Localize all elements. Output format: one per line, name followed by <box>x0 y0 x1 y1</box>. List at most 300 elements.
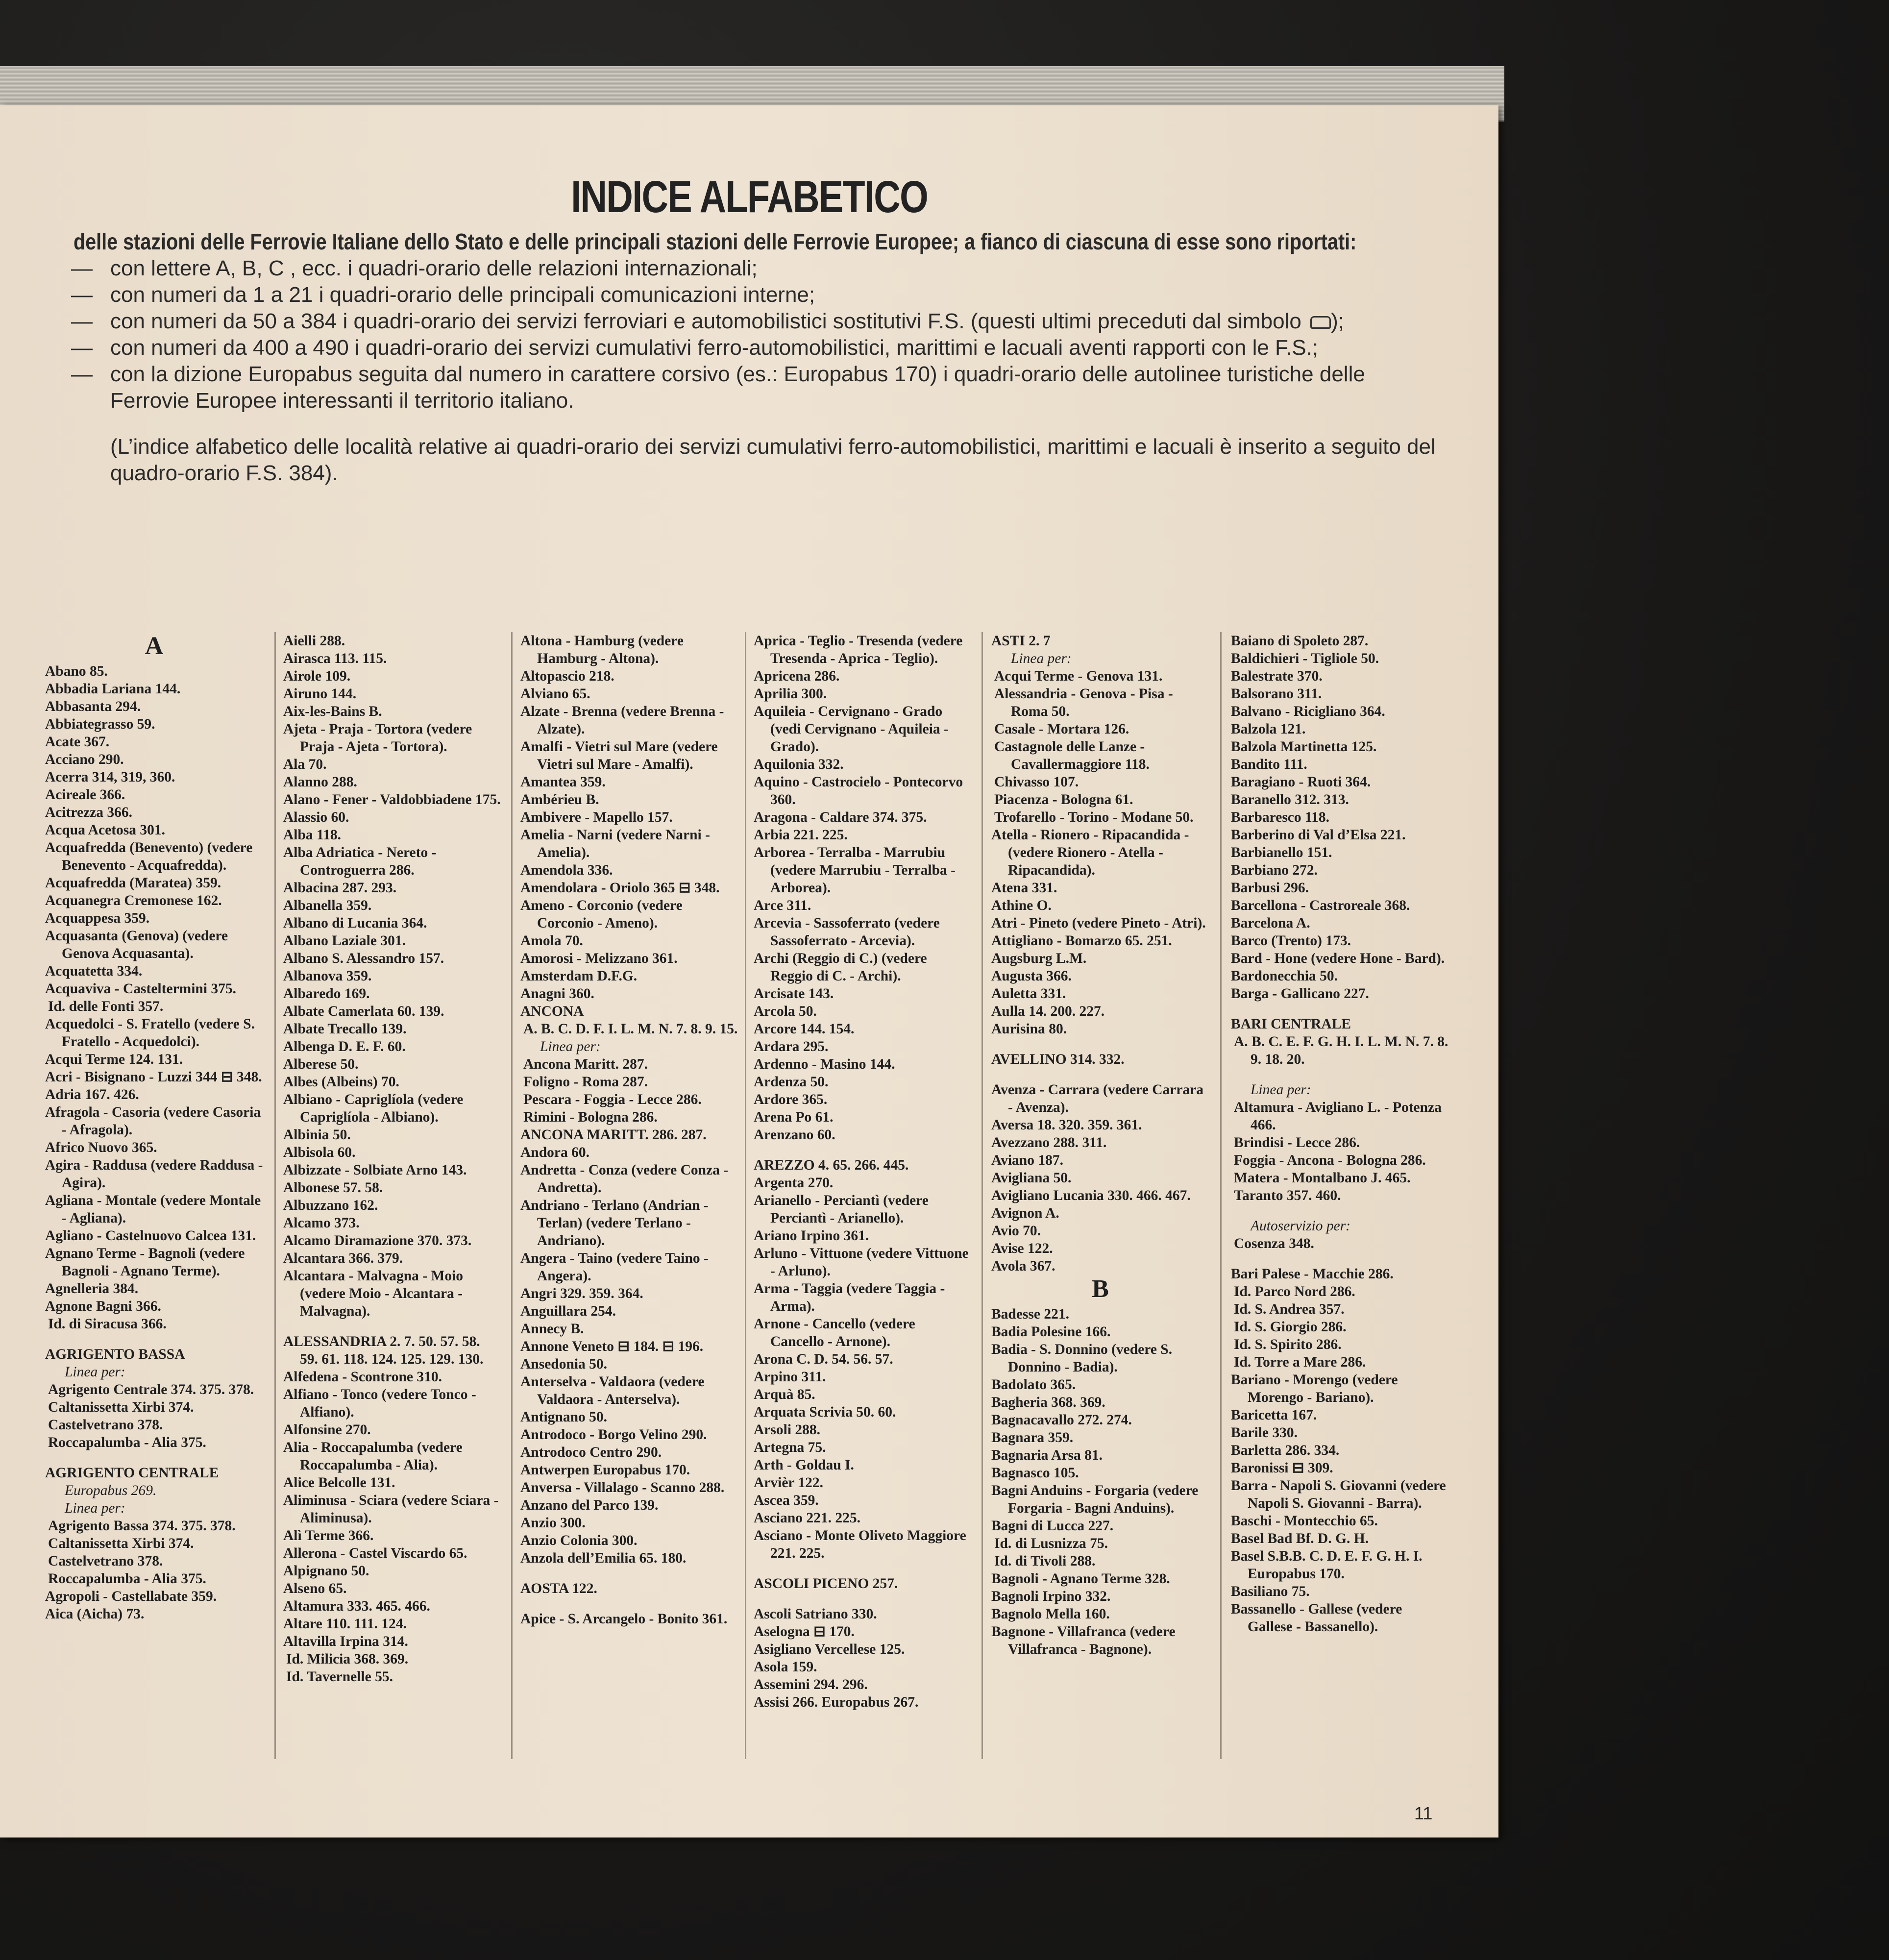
index-entry: Albisola 60. <box>283 1145 356 1160</box>
index-subentry: Id. Parco Nord 286. <box>1234 1284 1355 1299</box>
index-entry: Ajeta - Praja - Tortora (vedere Praja - Ajeta - Tortora). <box>283 721 472 755</box>
index-entry: Barbianello 151. <box>1231 845 1332 860</box>
section-letter: B <box>1092 1275 1109 1303</box>
index-entry: Auletta 331. <box>991 986 1066 1002</box>
index-entry: Aprilia 300. <box>754 686 827 702</box>
index-entry: Badolato 365. <box>991 1377 1076 1393</box>
intro-heading: delle stazioni delle Ferrovie Italiane dello Stato e delle principali stazioni delle Ferrovie Europee; a fianco di ciascuna di esse sono riportati: <box>74 229 1357 254</box>
index-entry: Anversa - Villalago - Scanno 288. <box>520 1480 725 1495</box>
index-entry: Aurisina 80. <box>991 1021 1067 1037</box>
index-entry: Altare 110. 111. 124. <box>283 1616 407 1632</box>
index-entry: Aica (Aicha) 73. <box>45 1606 145 1622</box>
index-column-5 <box>991 632 1209 1658</box>
index-subentry: Rimini - Bologna 286. <box>523 1109 658 1125</box>
index-entry: Arcevia - Sassoferrato (vedere Sassoferrato - Arcevia). <box>754 915 940 949</box>
index-entry: Arpino 311. <box>754 1369 826 1385</box>
bullet-dash: — <box>71 283 93 307</box>
index-subheading: Linea per: <box>1251 1082 1311 1098</box>
column-rule <box>745 632 746 1759</box>
index-subentry: Caltanissetta Xirbi 374. <box>48 1536 194 1551</box>
index-subentry: Casale - Mortara 126. <box>994 721 1129 737</box>
bus-icon <box>1310 316 1331 329</box>
index-entry: Barco (Trento) 173. <box>1231 933 1351 949</box>
index-subentry: Id. di Tivoli 288. <box>994 1553 1096 1569</box>
index-entry: Anagni 360. <box>520 986 594 1002</box>
index-entry: Acquasanta (Genova) (vedere Genova Acquasanta). <box>45 928 228 961</box>
index-entry: Alcamo 373. <box>283 1215 360 1231</box>
index-entry: Amsterdam D.F.G. <box>520 968 638 984</box>
index-entry: Assisi 266. Europabus 267. <box>754 1694 919 1710</box>
index-entry: Arcola 50. <box>754 1004 817 1019</box>
index-entry: Alfonsine 270. <box>283 1422 371 1438</box>
page-title: INDICE ALFABETICO <box>571 172 928 222</box>
index-entry: Augsburg L.M. <box>991 951 1087 966</box>
index-subentry: Id. Tavernelle 55. <box>286 1669 393 1685</box>
index-entry: Acri - Bisignano - Luzzi 344 ⊟ 348. <box>45 1069 262 1085</box>
index-subentry: Roccapalumba - Alia 375. <box>48 1571 206 1587</box>
index-entry: Avigliana 50. <box>991 1170 1072 1186</box>
index-subentry: Foligno - Roma 287. <box>523 1074 648 1090</box>
index-entry: Arvièr 122. <box>754 1475 823 1491</box>
index-entry: Abano 85. <box>45 663 108 679</box>
index-entry: Aix-les-Bains B. <box>283 704 382 719</box>
index-entry: Agnone Bagni 366. <box>45 1298 161 1314</box>
intro-bullet <box>71 335 1441 361</box>
index-entry: Alì Terme 366. <box>283 1528 374 1544</box>
index-entry: Acquanegra Cremonese 162. <box>45 893 222 908</box>
column-rule <box>1220 632 1222 1759</box>
index-entry: Albanova 359. <box>283 968 372 984</box>
index-entry: Ardenza 50. <box>754 1074 829 1090</box>
index-entry: Barga - Gallicano 227. <box>1231 986 1369 1002</box>
index-entry: Atri - Pineto (vedere Pineto - Atri). <box>991 915 1206 931</box>
index-entry: Baragiano - Ruoti 364. <box>1231 774 1371 790</box>
index-entry: Albano Laziale 301. <box>283 933 406 949</box>
index-entry: Basel Bad Bf. D. G. H. <box>1231 1531 1369 1546</box>
index-entry: Albaredo 169. <box>283 986 370 1002</box>
index-entry: Acate 367. <box>45 734 110 750</box>
index-entry: Balestrate 370. <box>1231 668 1323 684</box>
index-entry: Alba Adriatica - Nereto - Controguerra 286. <box>283 845 437 878</box>
index-entry: Albes (Albeins) 70. <box>283 1074 399 1090</box>
index-entry: Antrodoco - Borgo Velino 290. <box>520 1427 707 1443</box>
index-entry: Baiano di Spoleto 287. <box>1231 633 1369 649</box>
intro-bullet <box>71 282 1441 308</box>
index-entry: Arenzano 60. <box>754 1127 835 1143</box>
index-entry: ALESSANDRIA 2. 7. 50. 57. 58. 59. 61. 118. 124. 125. 129. 130. <box>283 1334 484 1367</box>
index-entry: Bagnacavallo 272. 274. <box>991 1412 1132 1428</box>
index-entry: Aviano 187. <box>991 1152 1063 1168</box>
index-entry: Barile 330. <box>1231 1425 1298 1441</box>
index-subentry: Id. Milicia 368. 369. <box>286 1651 409 1667</box>
index-entry: Acquatetta 334. <box>45 963 143 979</box>
index-subheading: Linea per: <box>540 1039 601 1054</box>
index-subheading: Autoservizio per: <box>1251 1218 1351 1234</box>
index-entry: AGRIGENTO BASSA <box>45 1347 185 1362</box>
index-entry: Abbadia Lariana 144. <box>45 681 181 697</box>
index-entry: Antwerpen Europabus 170. <box>520 1462 690 1478</box>
bullet-dash: — <box>71 256 93 280</box>
index-entry: Barra - Napoli S. Giovanni (vedere Napoli S. Giovanni - Barra). <box>1231 1478 1446 1511</box>
index-entry: Ardara 295. <box>754 1039 829 1054</box>
index-entry: Aulla 14. 200. 227. <box>991 1004 1105 1019</box>
intro-bullet <box>71 308 1441 335</box>
index-subentry: Caltanissetta Xirbi 374. <box>48 1399 194 1415</box>
index-entry: Aliminusa - Sciara (vedere Sciara - Aliminusa). <box>283 1493 499 1526</box>
index-entry: Avezzano 288. 311. <box>991 1135 1107 1151</box>
index-entry: Augusta 366. <box>991 968 1072 984</box>
index-column-4 <box>754 632 972 1711</box>
index-entry: Amantea 359. <box>520 774 606 790</box>
index-entry: Airuno 144. <box>283 686 357 702</box>
index-entry: Ameno - Corconio (vedere Corconio - Ameno). <box>520 898 683 931</box>
index-entry: Baricetta 167. <box>1231 1407 1317 1423</box>
index-entry: Amendola 336. <box>520 862 613 878</box>
column-rule <box>981 632 983 1759</box>
intro-text <box>71 228 1441 487</box>
bullet-text: con la dizione Europabus seguita dal numero in carattere corsivo (es.: Europabus 170) i quadri-orario delle autolinee turistiche delle Ferrovie Europee interessanti il territorio italiano. <box>110 362 1365 413</box>
index-subentry: Matera - Montalbano J. 465. <box>1234 1170 1411 1186</box>
index-entry: Avenza - Carrara (vedere Carrara - Avenza). <box>991 1082 1204 1115</box>
index-subentry: Id. Torre a Mare 286. <box>1234 1354 1366 1370</box>
section-letter: A <box>145 632 164 660</box>
index-entry: Acciano 290. <box>45 752 124 767</box>
index-entry: Andora 60. <box>520 1145 589 1160</box>
index-entry: ANCONA MARITT. 286. 287. <box>520 1127 707 1143</box>
index-entry: Arma - Taggia (vedere Taggia - Arma). <box>754 1281 945 1314</box>
index-entry: Asciano - Monte Oliveto Maggiore 221. 225. <box>754 1528 966 1561</box>
index-subentry: Cosenza 348. <box>1234 1236 1314 1251</box>
index-entry: Ardenno - Masino 144. <box>754 1056 895 1072</box>
index-subentry: Id. S. Spirito 286. <box>1234 1337 1342 1352</box>
index-entry: AGRIGENTO CENTRALE <box>45 1465 219 1481</box>
index-entry: Agnano Terme - Bagnoli (vedere Bagnoli - Agnano Terme). <box>45 1246 245 1279</box>
index-entry: Albenga D. E. F. 60. <box>283 1039 406 1054</box>
index-entry: Alia - Roccapalumba (vedere Roccapalumba - Alia). <box>283 1440 463 1473</box>
index-entry: Bari Palese - Macchie 286. <box>1231 1266 1394 1282</box>
index-entry: Arborea - Terralba - Marrubiu (vedere Marrubiu - Terralba - Arborea). <box>754 845 956 896</box>
index-entry: Arquata Scrivia 50. 60. <box>754 1404 896 1420</box>
index-entry: Albano di Lucania 364. <box>283 915 427 931</box>
index-entry: Annecy B. <box>520 1321 584 1337</box>
index-entry: Athine O. <box>991 898 1052 913</box>
index-subentry: Id. di Lusnizza 75. <box>994 1536 1108 1551</box>
index-entry: Annone Veneto ⊟ 184. ⊟ 196. <box>520 1339 704 1354</box>
index-subentry: Id. di Siracusa 366. <box>48 1316 167 1332</box>
index-entry: Bagnara 359. <box>991 1430 1074 1446</box>
index-subentry: Agrigento Bassa 374. 375. 378. <box>48 1518 236 1534</box>
index-entry: Anguillara 254. <box>520 1303 616 1319</box>
index-subentry: Castagnole delle Lanze - Cavallermaggiore 118. <box>994 739 1150 772</box>
bullet-text: con lettere A, B, C , ecc. i quadri-orario delle relazioni internazionali; <box>110 256 758 280</box>
index-entry: Albano S. Alessandro 157. <box>283 951 444 966</box>
index-entry: Ascoli Satriano 330. <box>754 1606 877 1622</box>
index-entry: Acqui Terme 124. 131. <box>45 1052 183 1067</box>
index-entry: Aquileia - Cervignano - Grado (vedi Cervignano - Aquileia - Grado). <box>754 704 949 755</box>
index-entry: Acquafredda (Benevento) (vedere Benevento - Acquafredda). <box>45 840 253 873</box>
index-entry: Atella - Rionero - Ripacandida - (vedere Rionero - Atella - Ripacandida). <box>991 827 1189 878</box>
index-entry: Andretta - Conza (vedere Conza - Andretta). <box>520 1162 729 1196</box>
index-entry: Basiliano 75. <box>1231 1584 1310 1599</box>
index-entry: Avigliano Lucania 330. 466. 467. <box>991 1188 1191 1203</box>
index-subentry: Trofarello - Torino - Modane 50. <box>994 809 1194 825</box>
index-entry: Bardonecchia 50. <box>1231 968 1338 984</box>
index-entry: ASTI 2. 7 <box>991 633 1051 649</box>
index-entry: Bagni Anduins - Forgaria (vedere Forgaria - Bagni Anduins). <box>991 1483 1199 1516</box>
index-entry: Badesse 221. <box>991 1306 1069 1322</box>
index-entry: Alano - Fener - Valdobbiadene 175. <box>283 792 501 808</box>
index-entry: Ansedonia 50. <box>520 1356 608 1372</box>
index-entry: Alcantara - Malvagna - Moio (vedere Moio - Alcantara - Malvagna). <box>283 1268 464 1319</box>
intro-bullet <box>71 361 1441 414</box>
bullet-dash: — <box>71 362 93 386</box>
index-entry: Baranello 312. 313. <box>1231 792 1349 808</box>
index-subentry: Altamura - Avigliano L. - Potenza 466. <box>1234 1100 1442 1133</box>
index-entry: Bagnasco 105. <box>991 1465 1079 1481</box>
index-column-2 <box>283 632 501 1686</box>
index-entry: Abbiategrasso 59. <box>45 716 155 732</box>
index-entry: Balzola Martinetta 125. <box>1231 739 1377 755</box>
index-subentry: Roccapalumba - Alia 375. <box>48 1435 206 1450</box>
index-entry: Alpignano 50. <box>283 1563 369 1579</box>
index-entry: Arona C. D. 54. 56. 57. <box>754 1351 893 1367</box>
index-entry: Amendolara - Oriolo 365 ⊟ 348. <box>520 880 720 896</box>
index-entry: Andriano - Terlano (Andrian - Terlan) (vedere Terlano - Andriano). <box>520 1198 709 1249</box>
intro-bullet-list <box>71 255 1441 414</box>
index-entry: Asciano 221. 225. <box>754 1510 860 1526</box>
index-entry: Albonese 57. 58. <box>283 1180 383 1196</box>
index-entry: Altamura 333. 465. 466. <box>283 1598 430 1614</box>
index-entry: Aragona - Caldare 374. 375. <box>754 809 927 825</box>
index-entry: Arsoli 288. <box>754 1422 821 1438</box>
index-entry: Arquà 85. <box>754 1387 815 1402</box>
index-entry: Amelia - Narni (vedere Narni - Amelia). <box>520 827 710 860</box>
index-subentry: Id. delle Fonti 357. <box>48 999 164 1014</box>
index-entry: Barbusi 296. <box>1231 880 1309 896</box>
index-entry: Airasca 113. 115. <box>283 651 387 666</box>
index-entry: Alanno 288. <box>283 774 357 790</box>
index-entry: Badia - S. Donnino (vedere S. Donnino - Badia). <box>991 1342 1173 1375</box>
index-entry: Alcantara 366. 379. <box>283 1250 403 1266</box>
index-entry: Alberese 50. <box>283 1056 359 1072</box>
index-entry: Arth - Goldau I. <box>754 1457 854 1473</box>
index-subentry: Agrigento Centrale 374. 375. 378. <box>48 1382 254 1397</box>
index-entry: Ambérieu B. <box>520 792 599 808</box>
index-entry: Balsorano 311. <box>1231 686 1322 702</box>
index-entry: Barcelona A. <box>1231 915 1310 931</box>
bullet-dash: — <box>71 309 93 333</box>
index-subentry: Piacenza - Bologna 61. <box>994 792 1133 808</box>
bullet-text: con numeri da 50 a 384 i quadri-orario dei servizi ferroviari e automobilistici sostitutivi F.S. (questi ultimi preceduti dal simbolo ); <box>110 309 1344 333</box>
index-entry: Alfedena - Scontrone 310. <box>283 1369 442 1385</box>
column-rule <box>274 632 276 1759</box>
index-entry: Amola 70. <box>520 933 583 949</box>
index-entry: Albizzate - Solbiate Arno 143. <box>283 1162 467 1178</box>
index-entry: Attigliano - Bomarzo 65. 251. <box>991 933 1172 949</box>
index-entry: Anzola dell’Emilia 65. 180. <box>520 1550 687 1566</box>
index-entry: Acquappesa 359. <box>45 910 150 926</box>
index-entry: Albacina 287. 293. <box>283 880 397 896</box>
index-entry: Aversa 18. 320. 359. 361. <box>991 1117 1142 1133</box>
index-entry: Airole 109. <box>283 668 351 684</box>
index-subentry: A. B. C. D. F. I. L. M. N. 7. 8. 9. 15. <box>523 1021 738 1037</box>
index-subentry: Brindisi - Lecce 286. <box>1234 1135 1360 1151</box>
index-entry: Arnone - Cancello (vedere Cancello - Arnone). <box>754 1316 915 1349</box>
index-entry: Antrodoco Centro 290. <box>520 1445 662 1460</box>
index-entry: Alice Belcolle 131. <box>283 1475 395 1491</box>
index-entry: Amalfi - Vietri sul Mare (vedere Vietri sul Mare - Amalfi). <box>520 739 718 772</box>
index-entry: Barberino di Val d’Elsa 221. <box>1231 827 1406 843</box>
index-entry: Alseno 65. <box>283 1581 347 1596</box>
index-subentry: Id. S. Giorgio 286. <box>1234 1319 1347 1335</box>
index-entry: Bagnoli Irpino 332. <box>991 1589 1111 1604</box>
index-entry: Acquedolci - S. Fratello (vedere S. Fratello - Acquedolci). <box>45 1016 255 1050</box>
index-entry: Basel S.B.B. C. D. E. F. G. H. I. Europabus 170. <box>1231 1548 1423 1582</box>
index-entry: Archi (Reggio di C.) (vedere Reggio di C. - Archi). <box>754 951 927 984</box>
index-entry: Bandito 111. <box>1231 757 1307 772</box>
index-entry: Acitrezza 366. <box>45 805 133 820</box>
index-entry: Avola 367. <box>991 1258 1055 1274</box>
index-subentry: Taranto 357. 460. <box>1234 1188 1341 1203</box>
index-entry: Ambivere - Mapello 157. <box>520 809 673 825</box>
index-subentry: Id. S. Andrea 357. <box>1234 1301 1345 1317</box>
index-entry: Acireale 366. <box>45 787 125 803</box>
bullet-text: con numeri da 400 a 490 i quadri-orario dei servizi cumulativi ferro-automobilistici, marittimi e lacuali aventi rapporti con le F.S.; <box>110 336 1319 360</box>
index-entry: Acquafredda (Maratea) 359. <box>45 875 221 891</box>
index-entry: Alfiano - Tonco (vedere Tonco - Alfiano). <box>283 1387 476 1420</box>
index-entry: Bassanello - Gallese (vedere Gallese - Bassanello). <box>1231 1601 1402 1635</box>
index-subentry: Ancona Maritt. 287. <box>523 1056 648 1072</box>
column-rule <box>511 632 513 1759</box>
index-entry: Agira - Raddusa (vedere Raddusa - Agira). <box>45 1157 263 1191</box>
index-entry: Bagnolo Mella 160. <box>991 1606 1110 1622</box>
index-entry: Balzola 121. <box>1231 721 1306 737</box>
index-entry: Altopascio 218. <box>520 668 614 684</box>
index-subentry: Castelvetrano 378. <box>48 1553 163 1569</box>
index-entry: Acquaviva - Casteltermini 375. <box>45 981 237 997</box>
index-entry: Agnelleria 384. <box>45 1281 139 1297</box>
index-column-1 <box>45 632 263 1623</box>
intro-bullet <box>71 255 1441 282</box>
index-entry: Aselogna ⊟ 170. <box>754 1624 855 1640</box>
index-entry: Allerona - Castel Viscardo 65. <box>283 1545 467 1561</box>
index-entry: Agropoli - Castellabate 359. <box>45 1589 217 1604</box>
index-entry: Arcore 144. 154. <box>754 1021 855 1037</box>
index-entry: Albate Camerlata 60. 139. <box>283 1004 444 1019</box>
index-subheading: Linea per: <box>1011 651 1072 666</box>
index-entry: Bagnaria Arsa 81. <box>991 1447 1103 1463</box>
page-number: 11 <box>1414 1803 1433 1823</box>
index-entry: Africo Nuovo 365. <box>45 1140 157 1155</box>
index-entry: Baschi - Montecchio 65. <box>1231 1513 1378 1529</box>
index-entry: Agliano - Castelnuovo Calcea 131. <box>45 1228 256 1244</box>
index-entry: Apricena 286. <box>754 668 840 684</box>
index-entry: Avignon A. <box>991 1205 1059 1221</box>
index-entry: Ariano Irpino 361. <box>754 1228 869 1244</box>
index-entry: Albinia 50. <box>283 1127 351 1143</box>
intro-note: (L’indice alfabetico delle località relative ai quadri-orario dei servizi cumulativi ferro-automobilistici, marittimi e lacuali è inserito a seguito del quadro-orario F.S. 384). <box>110 435 1436 485</box>
index-entry: Aprica - Teglio - Tresenda (vedere Tresenda - Aprica - Teglio). <box>754 633 963 666</box>
index-entry: Bagheria 368. 369. <box>991 1395 1105 1410</box>
index-entry: ASCOLI PICENO 257. <box>754 1576 898 1592</box>
index-entry: Albanella 359. <box>283 898 372 913</box>
book-page <box>0 105 1498 1838</box>
index-entry: Barcellona - Castroreale 368. <box>1231 898 1410 913</box>
index-entry: Abbasanta 294. <box>45 699 141 714</box>
index-entry: Balvano - Ricigliano 364. <box>1231 704 1385 719</box>
index-entry: Bagnone - Villafranca (vedere Villafranca - Bagnone). <box>991 1624 1176 1657</box>
index-entry: Bariano - Morengo (vedere Morengo - Bariano). <box>1231 1372 1398 1405</box>
index-entry: AVELLINO 314. 332. <box>991 1052 1125 1067</box>
index-entry: Argenta 270. <box>754 1175 834 1191</box>
index-entry: Arluno - Vittuone (vedere Vittuone - Arluno). <box>754 1246 969 1279</box>
index-column-3 <box>520 632 738 1628</box>
index-entry: Atena 331. <box>991 880 1057 896</box>
index-subentry: A. B. C. E. F. G. H. I. L. M. N. 7. 8. 9. 18. 20. <box>1234 1034 1448 1067</box>
index-entry: Avio 70. <box>991 1223 1041 1239</box>
index-subentry: Pescara - Foggia - Lecce 286. <box>523 1092 702 1107</box>
index-entry: Anterselva - Valdaora (vedere Valdaora - Anterselva). <box>520 1374 705 1407</box>
index-column-6 <box>1231 632 1449 1636</box>
index-entry: Alcamo Diramazione 370. 373. <box>283 1233 472 1249</box>
index-subentry: Castelvetrano 378. <box>48 1417 163 1433</box>
index-entry: Albiano - Capriglíola (vedere Capriglíola - Albiano). <box>283 1092 464 1125</box>
index-entry: Apice - S. Arcangelo - Bonito 361. <box>520 1611 728 1627</box>
index-entry: Arce 311. <box>754 898 811 913</box>
index-entry: Asigliano Vercellese 125. <box>754 1642 905 1657</box>
index-entry: Barletta 286. 334. <box>1231 1443 1340 1458</box>
index-entry: Badia Polesine 166. <box>991 1324 1111 1340</box>
index-entry: Artegna 75. <box>754 1440 826 1455</box>
index-entry: Acqua Acetosa 301. <box>45 822 166 838</box>
index-entry: AREZZO 4. 65. 266. 445. <box>754 1157 909 1173</box>
index-subheading: Linea per: <box>65 1500 125 1516</box>
index-subheading: Linea per: <box>65 1364 125 1380</box>
index-entry: Arianello - Perciantì (vedere Perciantì - Arianello). <box>754 1193 929 1226</box>
index-entry: Aquilonia 332. <box>754 757 844 772</box>
index-entry: Aielli 288. <box>283 633 345 649</box>
index-entry: Adria 167. 426. <box>45 1087 139 1102</box>
index-entry: Bagni di Lucca 227. <box>991 1518 1114 1534</box>
index-entry: Asola 159. <box>754 1659 817 1675</box>
index-subheading: Europabus 269. <box>65 1483 157 1498</box>
index-entry: ANCONA <box>520 1004 584 1019</box>
index-entry: Albate Trecallo 139. <box>283 1021 407 1037</box>
index-entry: Albuzzano 162. <box>283 1198 378 1213</box>
index-entry: Aquino - Castrocielo - Pontecorvo 360. <box>754 774 963 808</box>
index-entry: Baronissi ⊟ 309. <box>1231 1460 1333 1476</box>
index-entry: Bagnoli - Agnano Terme 328. <box>991 1571 1170 1587</box>
index-entry: Arena Po 61. <box>754 1109 834 1125</box>
index-entry: Alba 118. <box>283 827 342 843</box>
index-entry: Altona - Hamburg (vedere Hamburg - Altona). <box>520 633 684 666</box>
index-entry: Altavilla Irpina 314. <box>283 1634 408 1649</box>
index-entry: Barbaresco 118. <box>1231 809 1330 825</box>
index-entry: Antignano 50. <box>520 1409 608 1425</box>
index-entry: AOSTA 122. <box>520 1581 597 1596</box>
bullet-dash: — <box>71 336 93 360</box>
index-entry: Angera - Taino (vedere Taino - Angera). <box>520 1250 709 1284</box>
index-entry: BARI CENTRALE <box>1231 1016 1351 1032</box>
index-entry: Avise 122. <box>991 1241 1053 1256</box>
index-entry: Angri 329. 359. 364. <box>520 1286 643 1301</box>
index-entry: Barbiano 272. <box>1231 862 1318 878</box>
index-entry: Ala 70. <box>283 757 327 772</box>
index-entry: Afragola - Casoria (vedere Casoria - Afragola). <box>45 1104 261 1138</box>
index-entry: Assemini 294. 296. <box>754 1677 868 1692</box>
index-entry: Anzio Colonia 300. <box>520 1533 638 1548</box>
index-entry: Alzate - Brenna (vedere Brenna - Alzate). <box>520 704 724 737</box>
